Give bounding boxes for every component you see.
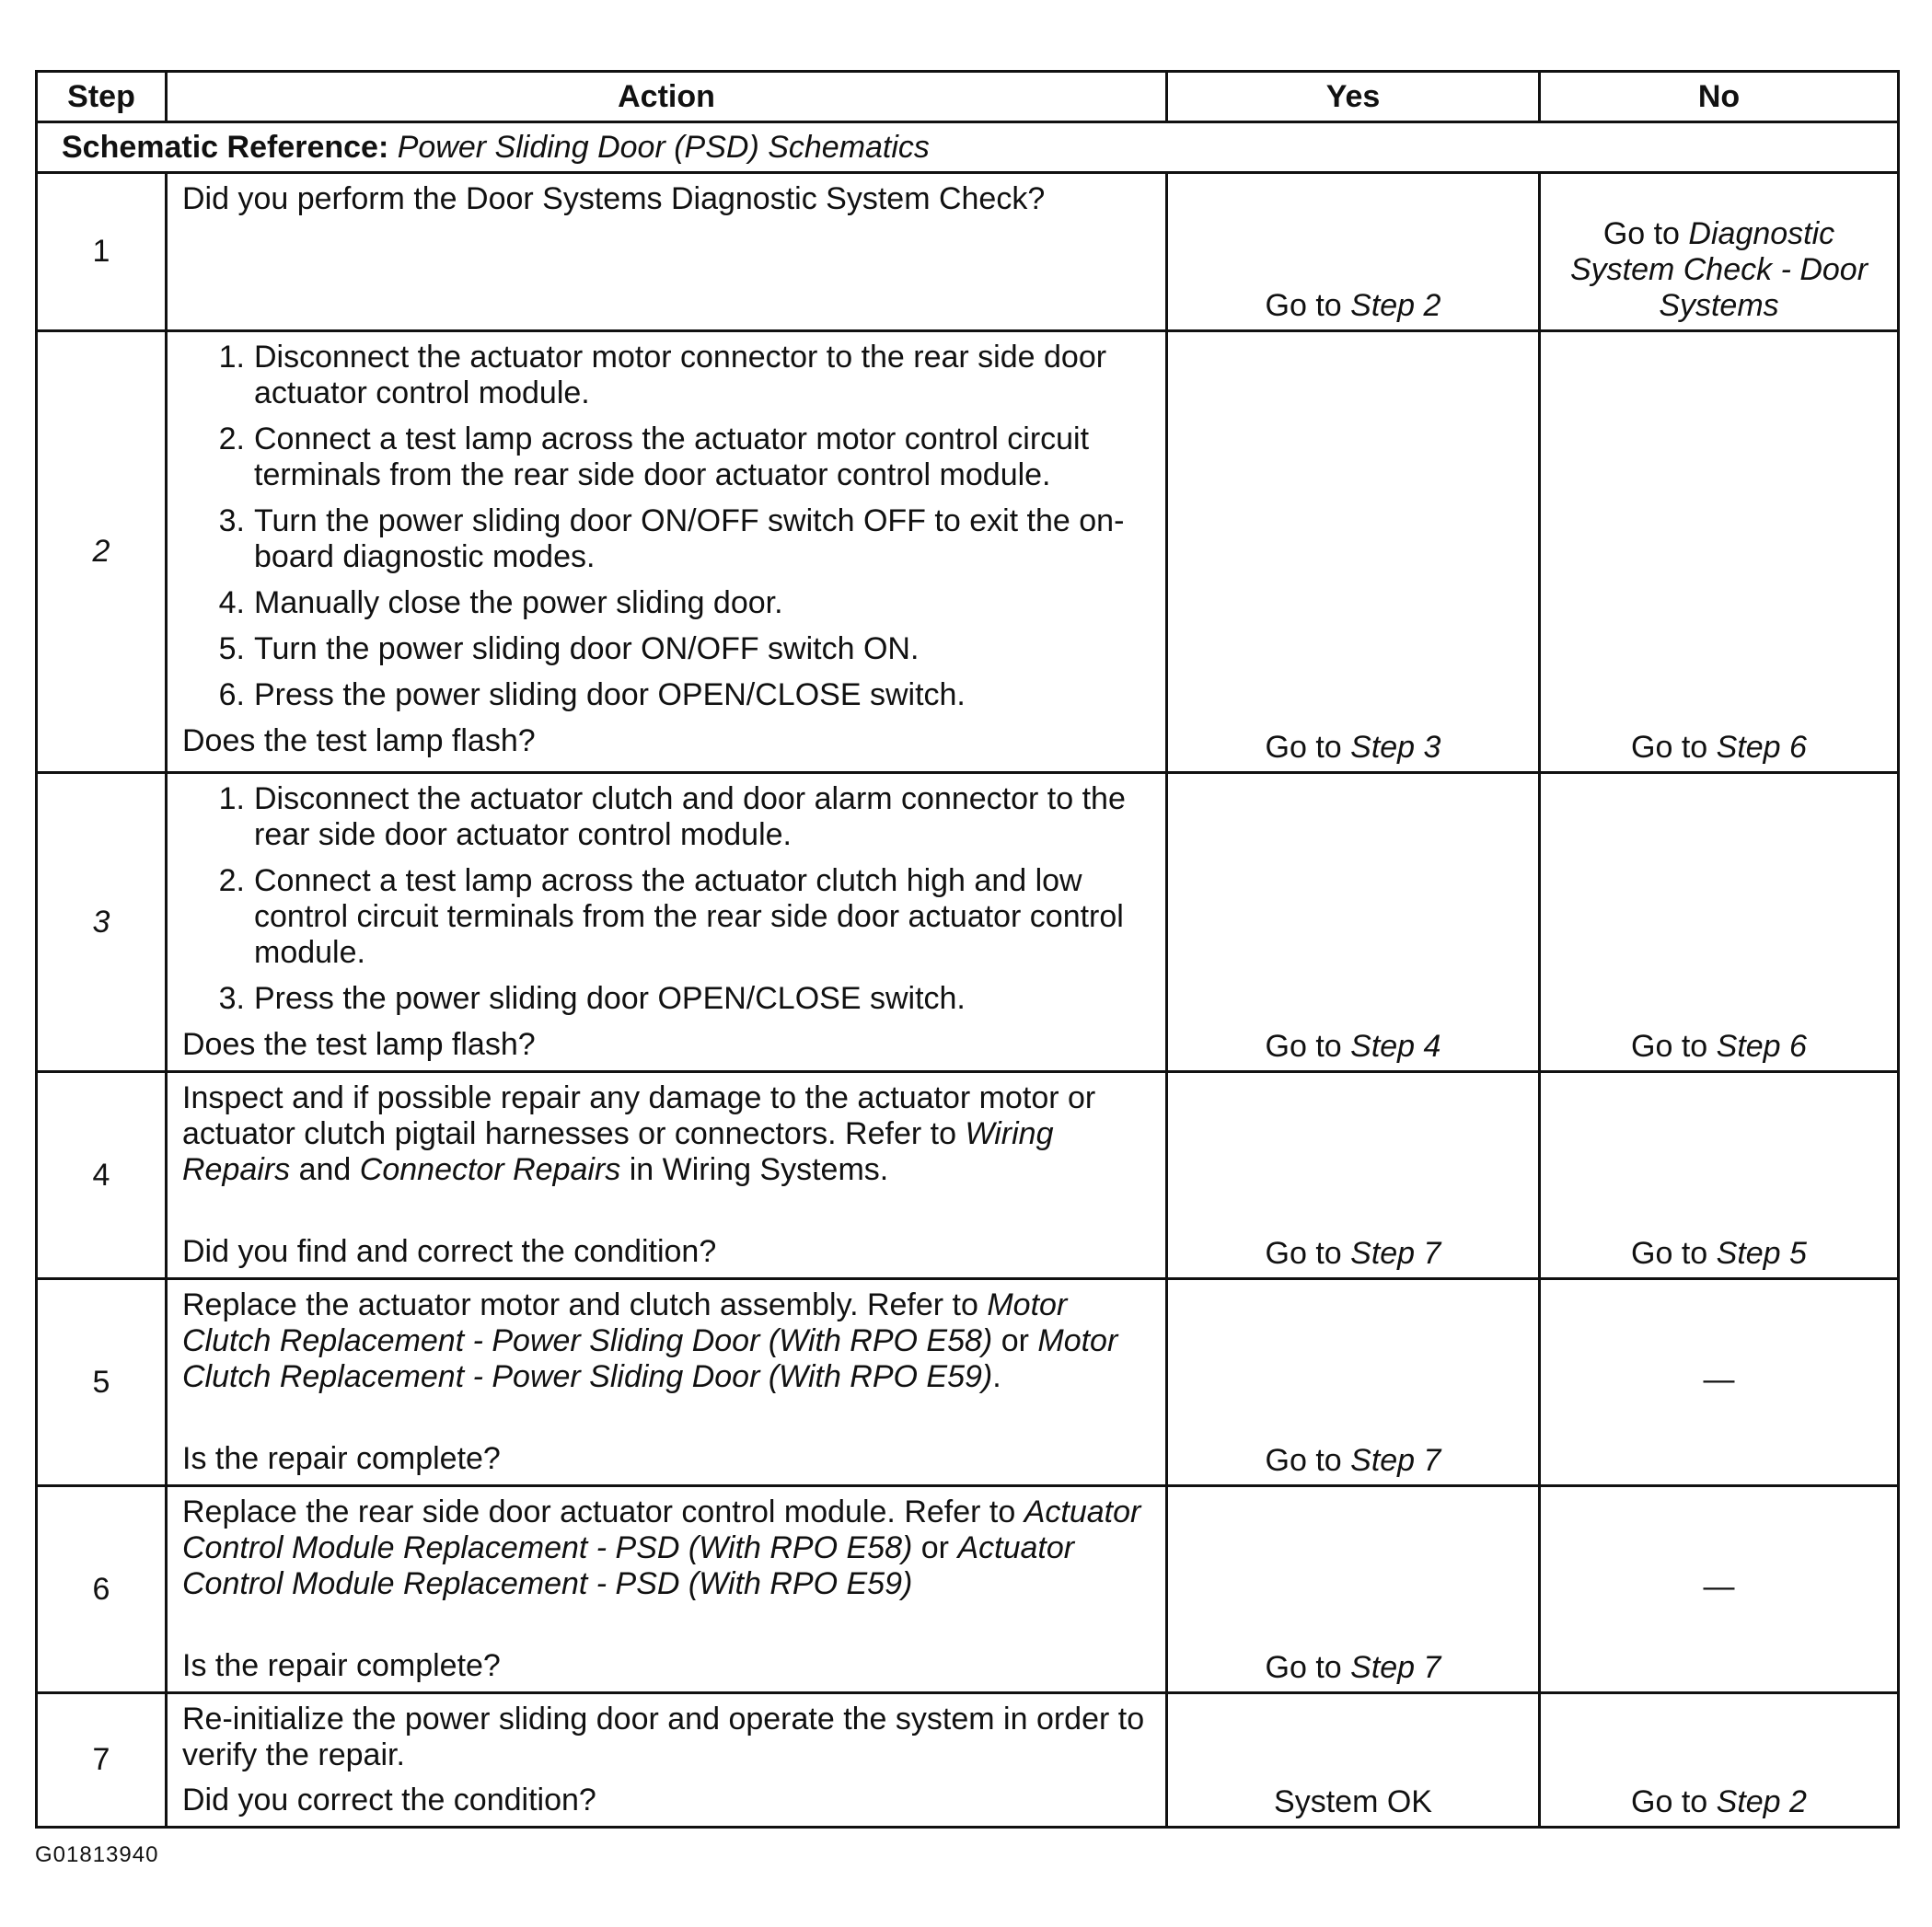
step-number: 4 [37,1072,167,1279]
schematic-reference-row [37,122,1899,173]
item-number: 3. [218,981,245,1016]
yes-text: System OK [1274,1784,1432,1819]
action-text-part: in Wiring Systems. [620,1152,889,1187]
no-cell [1540,1486,1899,1693]
question-text: Is the repair complete? [182,1441,501,1476]
action-cell [167,331,1167,773]
step-number: 5 [37,1279,167,1486]
no-dash: — [1703,1361,1735,1397]
schematic-reference-cell [37,122,1899,173]
list-item [182,863,1151,971]
action-text-part: Replace the rear side door actuator control module. Refer to [182,1494,1024,1529]
yes-prefix: Go to [1265,730,1351,765]
step-number: 7 [37,1693,167,1828]
no-cell [1540,1279,1899,1486]
wiring-repairs-link[interactable]: Wiring Repairs [182,1116,1054,1187]
connector-repairs-link[interactable]: Connector Repairs [359,1152,621,1187]
no-prefix: Go to [1631,1784,1717,1819]
action-text-part: or [912,1530,958,1565]
header-action: Action [167,72,1167,122]
no-step-link[interactable]: Step 6 [1716,1029,1807,1064]
yes-step-link[interactable]: Step 7 [1350,1236,1441,1271]
item-number: 3. [218,503,245,538]
item-number: 5. [218,631,245,666]
yes-cell [1167,1693,1540,1828]
no-cell [1540,773,1899,1072]
no-cell [1540,331,1899,773]
item-text: Connect a test lamp across the actuator clutch high and low control circuit terminals from the rear side door actuator control module. [254,863,1124,970]
item-number: 6. [218,677,245,712]
item-number: 4. [218,585,245,620]
yes-cell [1167,173,1540,331]
no-step-link[interactable]: Step 2 [1716,1784,1807,1819]
motor-clutch-e58-link[interactable]: Motor Clutch Replacement - Power Sliding Door (With RPO E58) [182,1287,1068,1358]
item-text: Disconnect the actuator clutch and door alarm connector to the rear side door actuator control module. [254,781,1126,852]
no-step-link[interactable]: Step 6 [1716,730,1807,765]
yes-cell [1167,773,1540,1072]
action-text-part: . [992,1359,1001,1394]
action-text-part: and [290,1152,360,1187]
table-row [37,1279,1899,1486]
no-cell [1540,1072,1899,1279]
table-row [37,773,1899,1072]
yes-cell [1167,331,1540,773]
no-cell [1540,173,1899,331]
schematic-reference-link[interactable]: Power Sliding Door (PSD) Schematics [397,129,930,165]
no-prefix: Go to [1631,1029,1717,1064]
list-item [182,340,1151,411]
action-cell [167,773,1167,1072]
yes-step-link[interactable]: Step 7 [1350,1443,1441,1478]
step-number: 2 [37,331,167,773]
schematic-reference-label: Schematic Reference: [62,129,389,165]
item-number: 1. [218,340,245,375]
no-prefix: Go to [1631,1236,1717,1271]
question-text: Does the test lamp flash? [182,723,536,758]
action-text [182,1287,1151,1395]
item-text: Turn the power sliding door ON/OFF switch ON. [254,631,920,666]
header-no: No [1540,72,1899,122]
item-number: 1. [218,781,245,816]
yes-prefix: Go to [1265,1236,1351,1271]
step-number: 6 [37,1486,167,1693]
action-cell [167,1072,1167,1279]
header-step: Step [37,72,167,122]
question-text: Did you find and correct the condition? [182,1234,717,1269]
yes-step-link[interactable]: Step 7 [1350,1650,1441,1685]
item-text: Press the power sliding door OPEN/CLOSE switch. [254,677,966,712]
item-number: 2. [218,863,245,898]
list-item [182,781,1151,853]
list-item [182,421,1151,493]
list-item [182,677,1151,713]
action-text-part: or [992,1323,1038,1358]
action-text: Re-initialize the power sliding door and operate the system in order to verify the repair. [182,1702,1145,1772]
yes-cell [1167,1072,1540,1279]
action-cell [167,1693,1167,1828]
no-step-link[interactable]: Step 5 [1716,1236,1807,1271]
question-text: Does the test lamp flash? [182,1027,536,1062]
action-list [182,340,1151,713]
item-text: Connect a test lamp across the actuator motor control circuit terminals from the rear side door actuator control module. [254,421,1090,492]
question-text: Did you perform the Door Systems Diagnostic System Check? [182,181,1046,216]
header-row [37,72,1899,122]
action-cell [167,1279,1167,1486]
item-text: Disconnect the actuator motor connector to the rear side door actuator control module. [254,340,1107,410]
action-list [182,781,1151,1017]
header-yes: Yes [1167,72,1540,122]
item-text: Turn the power sliding door ON/OFF switch OFF to exit the on-board diagnostic modes. [254,503,1125,574]
table-row [37,1486,1899,1693]
action-text [182,1080,1151,1188]
action-cell [167,1486,1167,1693]
table-row [37,173,1899,331]
list-item [182,981,1151,1017]
yes-prefix: Go to [1265,1650,1351,1685]
action-cell [167,173,1167,331]
yes-prefix: Go to [1265,1029,1351,1064]
table-row [37,331,1899,773]
action-text-part: Inspect and if possible repair any damage to the actuator motor or actuator clutch pigtail harnesses or connectors. Refer to [182,1080,1096,1151]
yes-prefix: Go to [1265,288,1351,323]
action-text [182,1494,1151,1602]
list-item [182,585,1151,621]
motor-clutch-e59-link[interactable]: Motor Clutch Replacement - Power Sliding Door (With RPO E59) [182,1323,1118,1394]
list-item [182,503,1151,575]
no-prefix: Go to [1631,730,1717,765]
yes-cell [1167,1279,1540,1486]
table-row [37,1072,1899,1279]
yes-step-link[interactable]: Step 4 [1350,1029,1441,1064]
list-item [182,631,1151,667]
step-number: 1 [37,173,167,331]
action-text-part: Replace the actuator motor and clutch assembly. Refer to [182,1287,988,1322]
item-text: Press the power sliding door OPEN/CLOSE switch. [254,981,966,1016]
no-prefix: Go to [1602,216,1689,251]
question-text: Is the repair complete? [182,1648,501,1683]
yes-step-link[interactable]: Step 2 [1350,288,1441,323]
step-number: 3 [37,773,167,1072]
question-text: Did you correct the condition? [182,1783,596,1817]
acm-replacement-e58-link[interactable]: Actuator Control Module Replacement - PSD (With RPO E58) [182,1494,1141,1565]
item-number: 2. [218,421,245,456]
table-row [37,1693,1899,1828]
no-cell [1540,1693,1899,1828]
acm-replacement-e59-link[interactable]: Actuator Control Module Replacement - PSD (With RPO E59) [182,1530,1075,1601]
yes-prefix: Go to [1265,1443,1351,1478]
yes-cell [1167,1486,1540,1693]
diagnostic-table [35,70,1900,1829]
yes-step-link[interactable]: Step 3 [1350,730,1441,765]
figure-id: G01813940 [35,1842,159,1867]
no-step-link[interactable]: Diagnostic System Check - Door Systems [1569,216,1868,323]
no-dash: — [1703,1568,1735,1604]
item-text: Manually close the power sliding door. [254,585,783,620]
